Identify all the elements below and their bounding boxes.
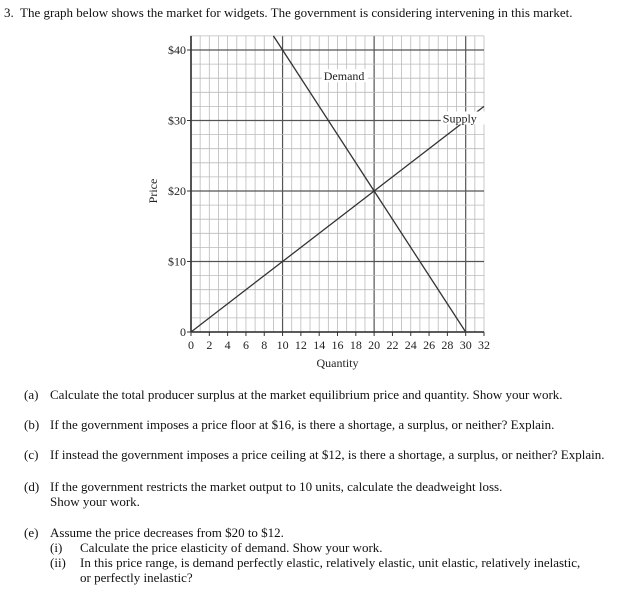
part-label: (c) bbox=[24, 447, 39, 462]
question-number: 3. bbox=[4, 5, 14, 20]
x-tick-label: 14 bbox=[313, 338, 326, 352]
y-tick-label: $10 bbox=[168, 254, 186, 269]
part-text: Show your work. bbox=[50, 494, 140, 509]
x-tick-label: 32 bbox=[478, 338, 490, 352]
x-tick-label: 6 bbox=[242, 338, 249, 352]
x-tick-label: 12 bbox=[294, 338, 307, 352]
x-tick-label: 4 bbox=[224, 338, 231, 352]
x-tick-label: 26 bbox=[423, 338, 436, 352]
part-text: If instead the government imposes a price ceiling at $12, is there a shortage, a surplus, or neither? Explain. bbox=[50, 447, 605, 462]
x-tick-label: 22 bbox=[386, 338, 399, 352]
y-axis-label: Price bbox=[146, 178, 160, 204]
x-tick-label: 2 bbox=[206, 338, 213, 352]
x-tick-label: 8 bbox=[261, 338, 268, 352]
y-tick-label: $30 bbox=[168, 113, 186, 128]
x-tick-label: 16 bbox=[331, 338, 344, 352]
series-line-demand bbox=[273, 36, 465, 332]
subpart-text: Calculate the price elasticity of demand. Show your work. bbox=[80, 540, 383, 555]
subpart-label: (ii) bbox=[50, 555, 66, 570]
x-tick-label: 10 bbox=[276, 338, 289, 352]
x-tick-label: 28 bbox=[441, 338, 454, 352]
x-axis-label: Quantity bbox=[316, 356, 359, 370]
subpart-text: or perfectly inelastic? bbox=[80, 570, 193, 585]
subpart-text: In this price range, is demand perfectly elastic, relatively elastic, unit elastic, relatively inelastic, bbox=[80, 555, 581, 570]
y-tick-label: $40 bbox=[168, 43, 186, 57]
subpart-label: (i) bbox=[50, 540, 63, 555]
y-tick-label: 0 bbox=[180, 325, 186, 339]
x-tick-label: 24 bbox=[404, 338, 417, 352]
x-tick-label: 20 bbox=[368, 338, 381, 352]
question-intro: The graph below shows the market for widgets. The government is considering intervening in this market. bbox=[20, 5, 573, 20]
part-label: (a) bbox=[24, 387, 39, 402]
x-tick-label: 18 bbox=[349, 338, 362, 352]
part-label: (e) bbox=[24, 525, 39, 540]
series-label-demand: Demand bbox=[323, 69, 365, 84]
part-text: If the government imposes a price floor at $16, is there a shortage, a surplus, or neither? Explain. bbox=[50, 417, 555, 432]
x-tick-label: 30 bbox=[459, 338, 472, 352]
x-tick-label: 0 bbox=[188, 338, 194, 352]
y-tick-label: $20 bbox=[168, 184, 186, 198]
part-text: Calculate the total producer surplus at the market equilibrium price and quantity. Show your work. bbox=[50, 387, 563, 402]
part-label: (b) bbox=[24, 417, 40, 432]
part-text: Assume the price decreases from $20 to $12. bbox=[50, 525, 284, 540]
part-label: (d) bbox=[24, 479, 40, 494]
part-text: If the government restricts the market output to 10 units, calculate the deadweight loss. bbox=[50, 479, 503, 494]
series-label-supply: Supply bbox=[442, 111, 477, 126]
